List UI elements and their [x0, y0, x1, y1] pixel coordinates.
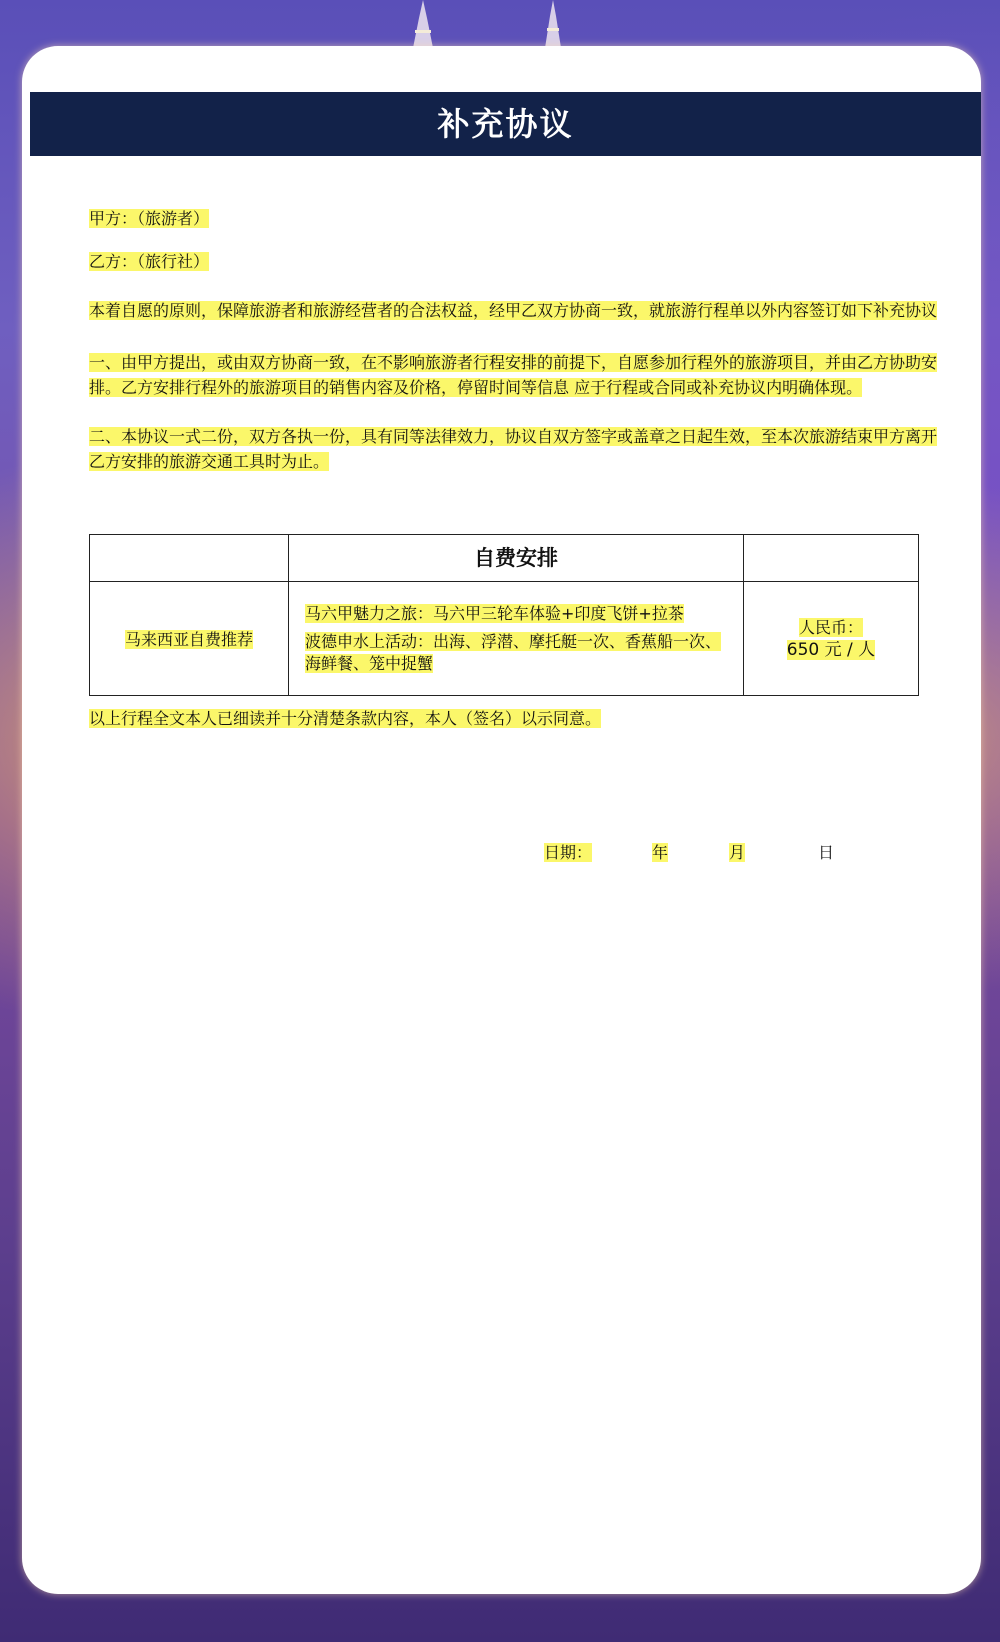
consent-text: 以上行程全文本人已细读并十分清楚条款内容，本人（签名）以示同意。 — [89, 709, 602, 728]
date-label — [544, 840, 592, 863]
party-a: 甲方：（旅游者） — [89, 209, 210, 228]
clause-1-text: 一、由甲方提出，或由双方协商一致，在不影响旅游者行程安排的前提下，自愿参加行程外的旅游项目，并由乙方协助安排。乙方安排行程外的旅游项目的销售内容及价格，停留时间等信息 应于行程或合同或补充协议内明确体现。 — [89, 353, 938, 397]
agreement-card — [22, 46, 981, 1594]
clause-2-text: 二、本协议一式二份，双方各执一份，具有同等法律效力，协议自双方签字或盖章之日起生效，至本次旅游结束甲方离开乙方安排的旅游交通工具时为止。 — [89, 427, 938, 471]
table-row — [90, 582, 919, 696]
intro-text: 本着自愿的原则，保障旅游者和旅游经营者的合法权益，经甲乙双方协商一致，就旅游行程单以外内容签订如下补充协议 — [89, 301, 938, 320]
clause-2-paragraph — [89, 424, 939, 474]
item-2-text: 波德申水上活动：出海、浮潜、摩托艇一次、香蕉船一次、海鲜餐、笼中捉蟹 — [305, 631, 722, 673]
item-2 — [305, 631, 727, 675]
party-b: 乙方：（旅行社） — [89, 252, 210, 271]
date-label-text: 日期： — [544, 843, 593, 862]
date-month-text: 月 — [729, 843, 746, 862]
price-value: 650 元 / 人 — [786, 639, 876, 660]
row-label: 马来西亚自费推荐 — [124, 630, 253, 649]
consent-line — [89, 706, 601, 729]
header-empty-left — [90, 535, 289, 582]
table-header — [289, 535, 744, 582]
date-day — [818, 840, 834, 863]
intro-paragraph — [89, 298, 939, 323]
page-title: 补充协议 — [30, 92, 981, 156]
clause-1-paragraph — [89, 350, 939, 400]
price-cell — [744, 582, 919, 696]
table-header-text: 自费安排 — [474, 546, 558, 570]
date-month — [729, 840, 745, 863]
item-1 — [305, 603, 727, 625]
date-year-text: 年 — [652, 843, 669, 862]
price-label: 人民币： — [798, 617, 863, 637]
party-a-line — [89, 206, 209, 229]
self-funded-table — [89, 534, 919, 696]
date-year — [652, 840, 668, 863]
tower-right-decoration — [535, 0, 571, 48]
date-day-text: 日 — [818, 843, 835, 862]
items-cell — [289, 582, 744, 696]
header-empty-right — [744, 535, 919, 582]
row-label-cell — [90, 582, 289, 696]
table-header-row — [90, 535, 919, 582]
item-1-text: 马六甲魅力之旅：马六甲三轮车体验+印度飞饼+拉茶 — [305, 603, 684, 623]
tower-left-decoration — [405, 0, 441, 48]
party-b-line — [89, 249, 209, 272]
